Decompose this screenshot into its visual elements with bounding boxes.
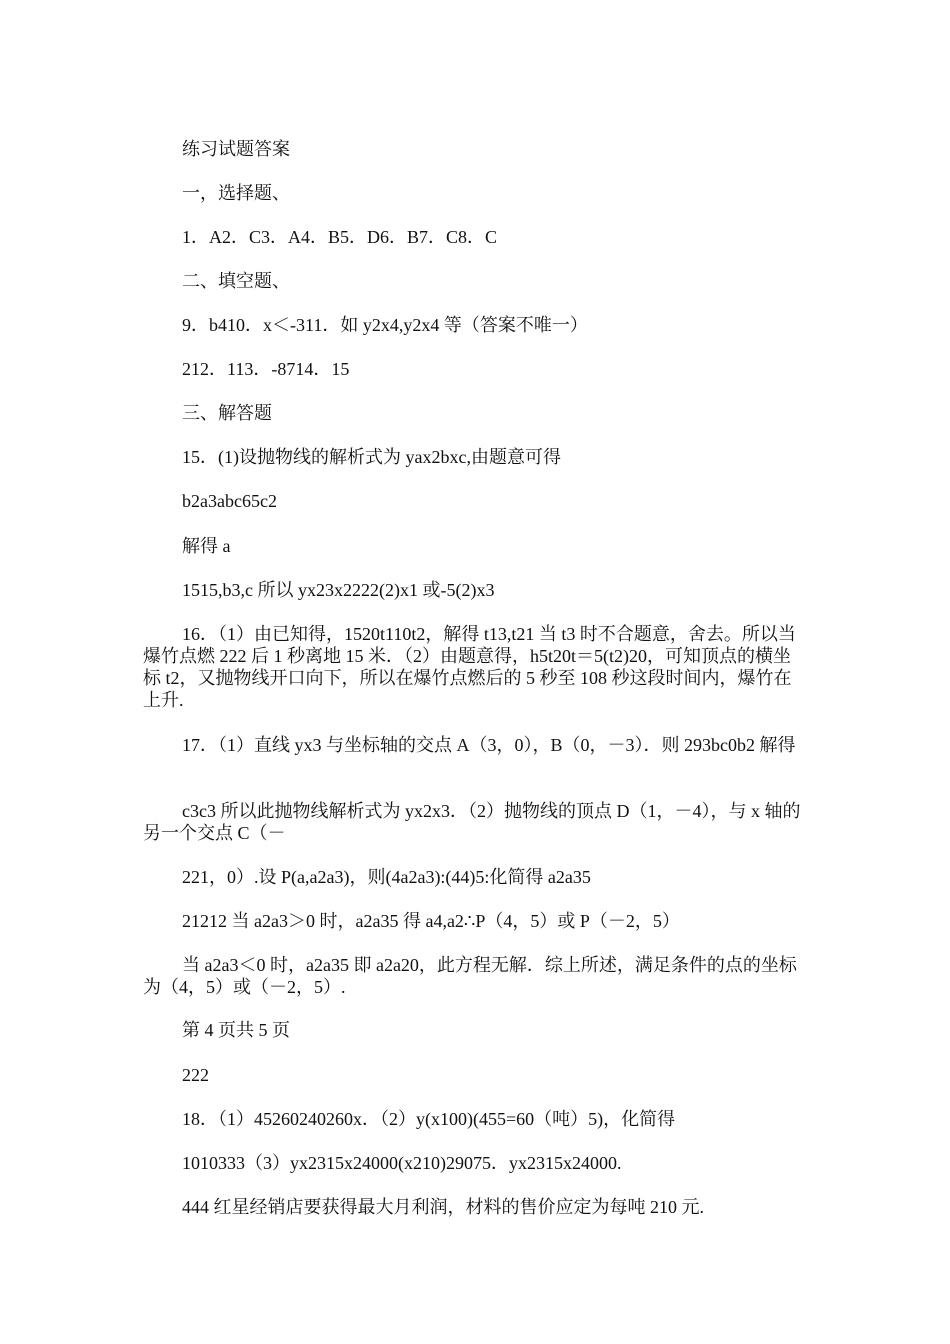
q18-line-2: 1010333（3）yx2315x24000(x210)29075．yx2315x24000. bbox=[182, 1153, 622, 1173]
fill-answers-line-2: 212．113．-8714．15 bbox=[182, 359, 350, 379]
document-title: 练习试题答案 bbox=[182, 139, 290, 159]
q15-line-4: 1515,b3,c 所以 yx23x2222(2)x1 或-5(2)x3 bbox=[182, 580, 495, 600]
page-footer: 第 4 页共 5 页 bbox=[182, 1020, 290, 1040]
fill-answers-line-1: 9．b410．x＜-311．如 y2x4,y2x4 等（答案不唯一） bbox=[182, 315, 588, 335]
q15-line-2: b2a3abc65c2 bbox=[182, 491, 277, 511]
q17-paragraph-1: 17．（1）直线 yx3 与坐标轴的交点 A（3，0），B（0，－3）．则 293bc0b2 解得 bbox=[182, 735, 796, 755]
q18-line-3: 444 红星经销店要获得最大月利润，材料的售价应定为每吨 210 元. bbox=[182, 1197, 704, 1217]
q15-line-1: 15．(1)设抛物线的解析式为 yax2bxc,由题意可得 bbox=[182, 447, 561, 467]
q15-line-3: 解得 a bbox=[182, 536, 231, 556]
q17-paragraph-5: 当 a2a3＜0 时，a2a35 即 a2a20，此方程无解．综上所述，满足条件的点的坐标为（4，5）或（－2，5）. bbox=[143, 955, 797, 997]
q17-line-4: 21212 当 a2a3＞0 时，a2a35 得 a4,a2∴P（4，5）或 P（－2，5） bbox=[182, 911, 680, 931]
section-heading-choice: 一，选择题、 bbox=[182, 183, 290, 203]
stray-number: 222 bbox=[182, 1065, 209, 1085]
q16-paragraph: 16．（1）由已知得，1520t110t2，解得 t13,t21 当 t3 时不合题意，舍去。所以当爆竹点燃 222 后 1 秒离地 15 米．（2）由题意得，h5t20t＝5(t2)20，可知顶点的横坐标 t2，又抛物线开口向下，所以在爆竹点燃后的 5 秒至 108 秒这段时间内，爆竹在上升. bbox=[143, 624, 796, 710]
q18-line-1: 18．（1）45260240260x．（2）y(x100)(455=60（吨）5)，化简得 bbox=[182, 1109, 676, 1129]
q17-line-3: 221，0）.设 P(a,a2a3)，则(4a2a3):(44)5:化简得 a2a35 bbox=[182, 867, 591, 887]
section-heading-fill: 二、填空题、 bbox=[182, 271, 290, 291]
section-heading-solve: 三、解答题 bbox=[182, 403, 272, 423]
choice-answers: 1．A2．C3．A4．B5．D6．B7．C8．C bbox=[182, 227, 498, 247]
q17-paragraph-2: c3c3 所以此抛物线解析式为 yx2x3．（2）抛物线的顶点 D（1，－4），与 x 轴的另一个交点 C（－ bbox=[143, 801, 801, 843]
